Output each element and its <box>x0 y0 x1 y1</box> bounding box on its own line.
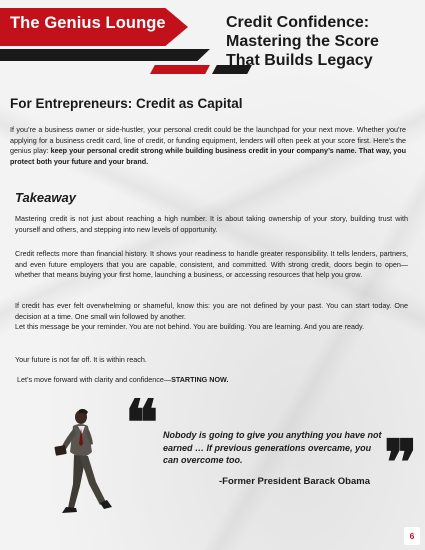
brand-title: The Genius Lounge <box>10 14 166 32</box>
closing-text: Let’s move forward with clarity and confidence— <box>17 375 172 384</box>
takeaway-paragraph-4: Your future is not far off. It is within reach. <box>15 355 147 364</box>
paragraph-text: If you’re a business owner or side-hustler, your personal credit could be the launchpad for your next move. Whether you’re applying for a business credit card, line of credit, or funding equipment, lenders will often peek at your score first. Here’s the genius play: <box>10 125 406 156</box>
walking-businessman-image <box>40 404 125 539</box>
header-stripe-red <box>150 65 210 74</box>
opening-quote-mark: ❝ <box>125 386 159 459</box>
paragraph-bold-text: keep your personal credit strong while building business credit in your company’s name. That way, you protect both your future and your brand. <box>10 146 407 166</box>
page-number-box <box>404 527 420 545</box>
document-title-line: Mastering the Score <box>226 33 379 50</box>
header-stripe-dark <box>0 49 210 61</box>
closing-bold-text: STARTING NOW. <box>171 375 229 384</box>
document-title-line: Credit Confidence: <box>226 14 370 31</box>
page-number: 6 <box>409 531 415 541</box>
takeaway-paragraph-2: Credit reflects more than financial history. It shows your readiness to handle greater responsibility. It tells lenders, partners, and even future employers that you are capable, consistent, and committed. With strong credit, doors begin to open—whether that means buying your first home, launching a business, or accessing resources that help you grow. <box>15 249 408 280</box>
takeaway-paragraph-3 <box>15 301 408 333</box>
takeaway-closing <box>17 375 410 386</box>
takeaway-paragraph-3a: If credit has ever felt overwhelming or shameful, know this: you are not defined by your past. You can start today. One decision at a time. One small win followed by another. <box>15 301 408 321</box>
takeaway-paragraph-3b: Let this message be your reminder. You are not behind. You are building. You are learning. And you are ready. <box>15 322 365 332</box>
quote-author: -Former President Barack Obama <box>219 476 371 487</box>
takeaway-paragraph-1: Mastering credit is not just about reaching a high number. It is about taking ownership of your story, building trust with yourself and others, and stepping into new levels of opportunity. <box>15 214 408 234</box>
section-heading: For Entrepreneurs: Credit as Capital <box>10 96 243 111</box>
closing-quote-mark: ❞ <box>384 426 418 499</box>
takeaway-heading: Takeaway <box>15 190 76 205</box>
quote-text: Nobody is going to give you anything you have not earned … If previous generations overcame, you can overcome too. <box>163 430 382 465</box>
entrepreneurs-paragraph <box>10 125 406 167</box>
document-title <box>226 13 421 70</box>
document-title-line: That Builds Legacy <box>226 52 373 69</box>
